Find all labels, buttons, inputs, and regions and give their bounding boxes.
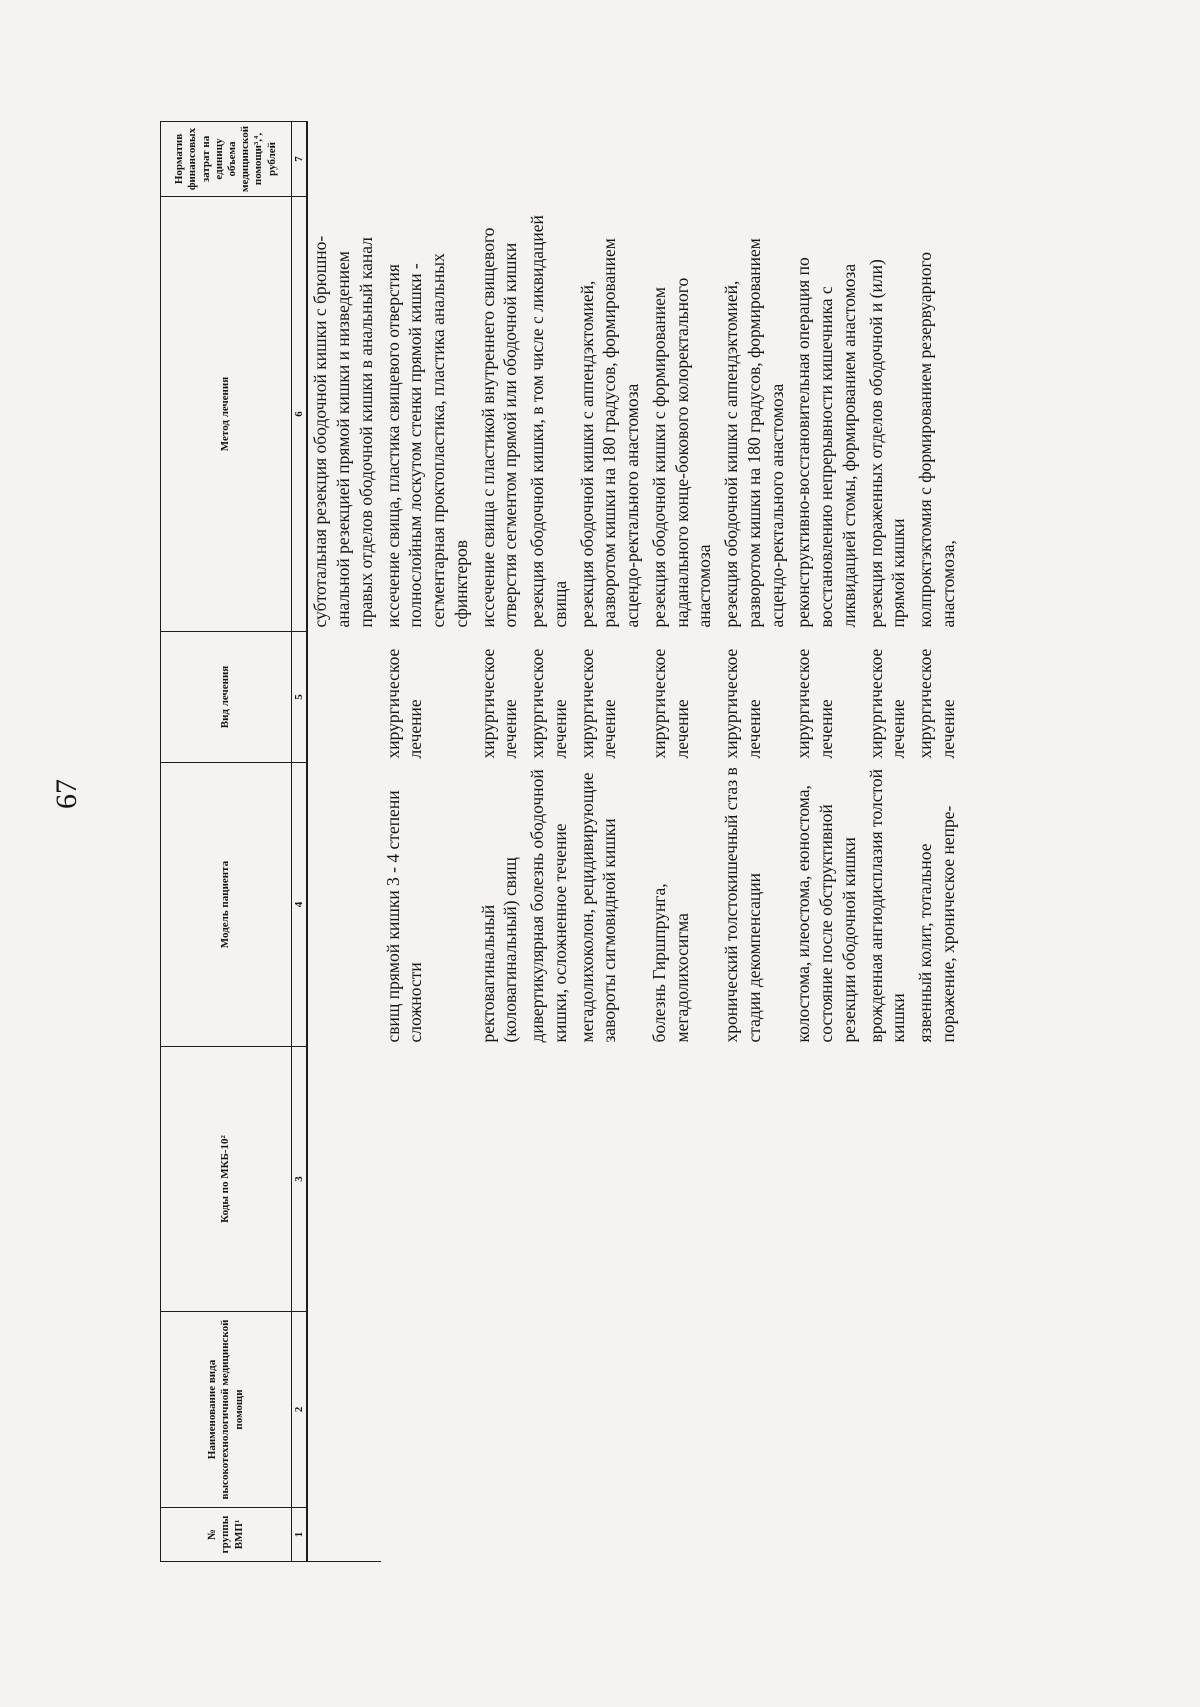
empty-cell [575, 122, 647, 197]
empty-cell [647, 1508, 719, 1562]
treatment-type-cell: хирургическое лечение [477, 648, 521, 759]
empty-cell [307, 122, 380, 197]
treatment-method-text: резекция ободочной кишки, в том числе с ликвидацией свища [527, 215, 570, 628]
treatment-table [160, 121, 963, 1562]
treatment-method-text: реконструктивно-восстановительная операция по восстановлению непрерывности кишечника с ликвидацией стомы, формированием анастомоза [793, 257, 859, 628]
empty-cell [381, 1312, 476, 1508]
table-row [575, 122, 647, 1562]
empty-cell [719, 1312, 791, 1508]
treatment-method-text: резекция ободочной кишки с аппендэктомией, разворотом кишки на 180 градусов, формированием асцендо-ректального анастомоза [576, 238, 643, 628]
header-treatment-method: Метод лечения [161, 197, 292, 632]
empty-cell [647, 122, 719, 197]
table-row [647, 122, 719, 1562]
column-number: 4 [292, 763, 308, 1047]
patient-model-cell: дивертикулярная болезнь ободочной кишки, осложненное течение [527, 769, 570, 1043]
treatment-type-cell: хирургическое лечение [721, 648, 764, 759]
empty-cell [647, 1312, 719, 1508]
empty-cell [719, 1047, 791, 1312]
patient-model-cell: ректовагинальный (коловагинальный) свищ [477, 857, 521, 1043]
treatment-method-text: резекция ободочной кишки с аппендэктомией, разворотом кишки на 180 градусов, формированием асцендо-ректального анастомоза [721, 238, 787, 628]
table-row [719, 122, 791, 1562]
page-number: 67 [50, 779, 83, 809]
patient-model-cell: свищ прямой кишки 3 - 4 степени сложности [382, 790, 426, 1043]
treatment-type-cell [307, 632, 380, 763]
header-icd-codes: Коды по МКБ-10² [161, 1047, 292, 1312]
empty-cell [525, 1047, 575, 1312]
patient-model-cell [307, 763, 380, 1047]
column-number: 7 [292, 122, 308, 197]
patient-model-cell: колостома, илеостома, еюностома, состояние после обструктивной резекции ободочной кишки [793, 785, 859, 1043]
treatment-method-cell [575, 197, 647, 632]
treatment-type-cell: хирургическое лечение [793, 648, 837, 759]
empty-cell [476, 1312, 526, 1508]
empty-cell [791, 1508, 863, 1562]
treatment-type-cell: хирургическое лечение [865, 648, 909, 759]
header-financial-norm: Норматив финансовых затрат на единицу объема медицинской помощи³,⁴, рублей [161, 122, 292, 197]
patient-model-cell: мегадолихоколон, рецидивирующие завороты сигмовидной кишки [576, 772, 620, 1043]
column-number: 1 [292, 1508, 308, 1562]
empty-cell [381, 1508, 476, 1562]
patient-model-cell: язвенный колит, тотальное поражение, хроническое непре- [915, 805, 958, 1043]
treatment-type-cell: хирургическое лечение [576, 648, 620, 759]
treatment-method-cell [791, 197, 863, 632]
empty-cell [719, 1508, 791, 1562]
empty-cell [525, 1508, 575, 1562]
header-care-type-name: Наименование вида высокотехнологичной медицинской помощи [161, 1312, 292, 1508]
header-treatment-type: Вид лечения [161, 632, 292, 763]
header-row [161, 122, 292, 1562]
treatment-method-text: иссечение свища с пластикой внутреннего свищевого отверстия сегментом прямой или ободочной кишки [477, 227, 521, 628]
treatment-method-text: иссечение свища, пластика свищевого отверстия полнослойным лоскутом стенки прямой кишки - сегментарная проктопластика, пластика анальных сфинктеров [382, 253, 471, 628]
empty-cell [525, 1312, 575, 1508]
empty-cell [476, 1508, 526, 1562]
treatment-method-text: резекция пораженных отделов ободочной и (или) прямой кишки [865, 259, 909, 628]
treatment-method-text: субтотальная резекция ободочной кишки с брюшно-анальной резекцией прямой кишки и низведением правых отделов ободочной кишки в анальный канал [310, 235, 376, 628]
treatment-method-cell [864, 197, 914, 632]
patient-model-cell: хронический толстокишечный стаз в стадии декомпенсации [721, 767, 764, 1043]
column-number: 2 [292, 1312, 308, 1508]
empty-cell [476, 1047, 526, 1312]
treatment-method-cell [381, 197, 476, 632]
empty-cell [575, 1312, 647, 1508]
treatment-type-cell: хирургическое лечение [527, 648, 570, 759]
table-row [864, 122, 914, 1562]
table-row [791, 122, 863, 1562]
empty-cell [647, 1047, 719, 1312]
empty-cell [307, 1047, 380, 1312]
table-body [307, 122, 962, 1562]
table-row [525, 122, 575, 1562]
treatment-method-cell [476, 197, 526, 632]
empty-cell [719, 122, 791, 197]
treatment-method-cell [719, 197, 791, 632]
treatment-method-text: колпроктэктомия с формированием резервуарного анастомоза, [915, 252, 958, 628]
empty-cell [913, 1047, 963, 1312]
patient-model-cell: врожденная ангиодисплазия толстой кишки [865, 768, 909, 1043]
treatment-method-text: резекция ободочной кишки с формированием наданального конце-бокового колоректального анастомоза [648, 277, 715, 628]
empty-cell [791, 122, 863, 197]
table-row [381, 122, 476, 1562]
rotated-table-container [160, 122, 1070, 1562]
header-group-number: № группы ВМП¹ [161, 1508, 292, 1562]
table-row [913, 122, 963, 1562]
empty-cell [307, 1508, 380, 1562]
empty-cell [381, 122, 476, 197]
column-number: 6 [292, 197, 308, 632]
empty-cell [864, 122, 914, 197]
treatment-method-cell [307, 197, 380, 632]
empty-cell [864, 1508, 914, 1562]
empty-cell [476, 122, 526, 197]
empty-cell [913, 1312, 963, 1508]
empty-cell [913, 1508, 963, 1562]
treatment-type-cell: хирургическое лечение [648, 648, 692, 759]
header-patient-model: Модель пациента [161, 763, 292, 1047]
empty-cell [381, 1047, 476, 1312]
table-row [307, 122, 380, 1562]
empty-cell [575, 1508, 647, 1562]
empty-cell [913, 122, 963, 197]
patient-model-cell: болезнь Гиршпрунга, мегадолихосигма [648, 883, 692, 1043]
empty-cell [864, 1312, 914, 1508]
empty-cell [525, 122, 575, 197]
empty-cell [791, 1312, 863, 1508]
column-number: 3 [292, 1047, 308, 1312]
column-number: 5 [292, 632, 308, 763]
table-row [476, 122, 526, 1562]
empty-cell [864, 1047, 914, 1312]
empty-cell [575, 1047, 647, 1312]
empty-cell [791, 1047, 863, 1312]
empty-cell [307, 1312, 380, 1508]
treatment-method-cell [525, 197, 575, 632]
treatment-method-cell [913, 197, 963, 632]
column-number-row [292, 122, 308, 1562]
treatment-type-cell: хирургическое лечение [382, 648, 426, 759]
treatment-method-cell [647, 197, 719, 632]
treatment-type-cell: хирургическое лечение [915, 648, 958, 759]
